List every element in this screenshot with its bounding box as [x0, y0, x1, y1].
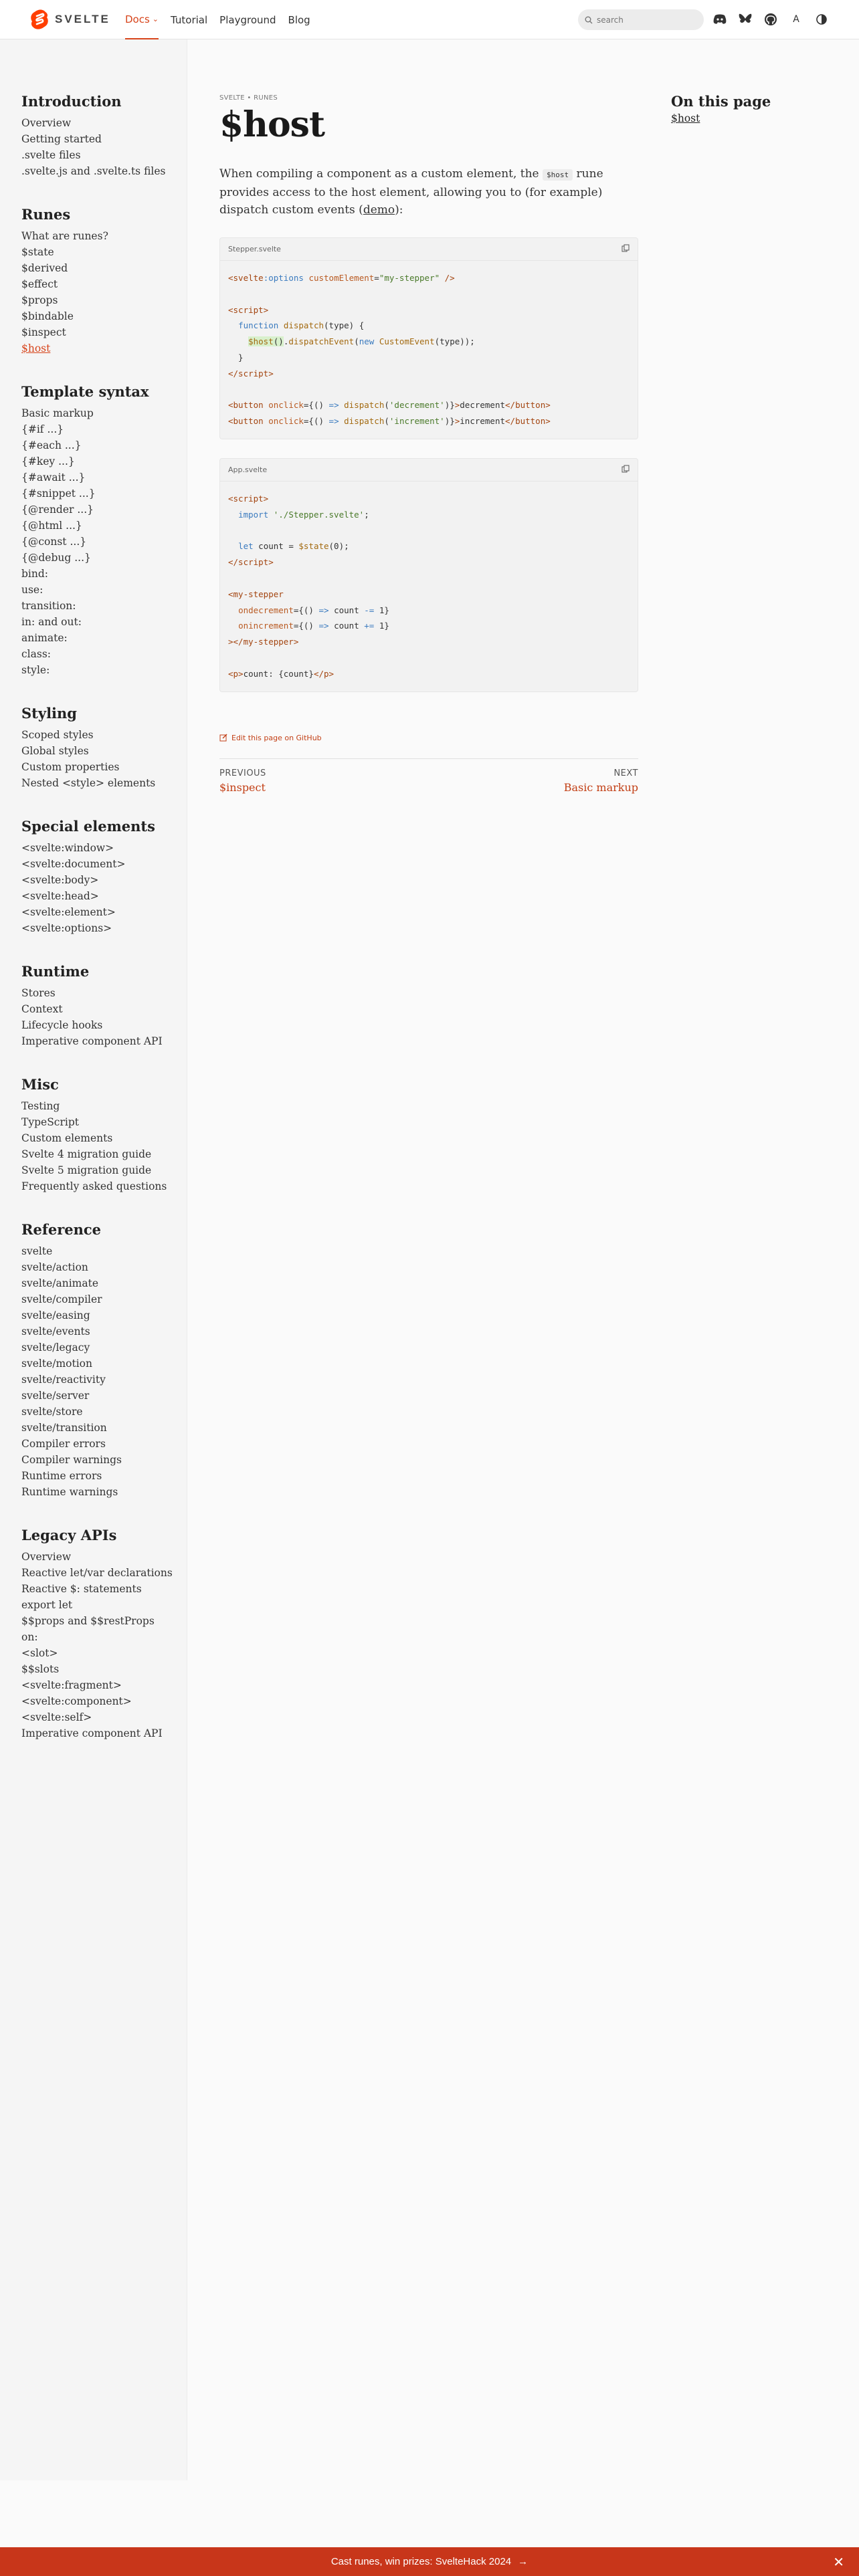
sidebar-item[interactable]: bind: — [21, 568, 49, 580]
sidebar-item[interactable]: Frequently asked questions — [21, 1180, 167, 1192]
edit-icon — [219, 734, 227, 742]
intro-text: When compiling a component as a custom element, the — [219, 167, 543, 181]
sidebar-section — [21, 1076, 187, 1194]
sidebar-item[interactable]: Imperative component API — [21, 1035, 163, 1047]
text-size-icon[interactable]: A — [793, 14, 799, 25]
sidebar-section — [21, 206, 187, 356]
sidebar-item[interactable]: Runtime errors — [21, 1470, 102, 1482]
sidebar-item[interactable]: $$slots — [21, 1663, 60, 1675]
sidebar-item[interactable]: TypeScript — [21, 1116, 80, 1128]
sidebar-item[interactable]: <svelte:fragment> — [21, 1679, 122, 1691]
header-icons — [712, 11, 830, 27]
sidebar-item[interactable]: svelte/store — [21, 1406, 83, 1418]
sidebar-item[interactable]: Reactive let/var declarations — [21, 1567, 173, 1579]
sidebar-item[interactable]: <svelte:body> — [21, 874, 99, 886]
sidebar-item[interactable]: $$props and $$restProps — [21, 1615, 155, 1627]
sidebar-section-title: Introduction — [21, 93, 122, 110]
sidebar-item[interactable]: $derived — [21, 262, 68, 274]
search-icon — [585, 16, 593, 24]
sidebar-item[interactable]: svelte/motion — [21, 1358, 92, 1370]
main-content — [219, 39, 638, 794]
sidebar-item[interactable]: <svelte:head> — [21, 890, 99, 902]
sidebar-item[interactable]: {@html ...} — [21, 520, 82, 532]
code-block-stepper — [219, 237, 638, 439]
next-page-link[interactable] — [564, 768, 638, 794]
on-this-page — [671, 93, 771, 124]
sidebar-item[interactable]: <svelte:element> — [21, 906, 116, 918]
sidebar-item[interactable]: in: and out: — [21, 616, 82, 628]
nav-blog[interactable]: Blog — [288, 13, 310, 26]
sidebar-item[interactable]: Context — [21, 1003, 63, 1015]
toc-item[interactable]: $host — [671, 112, 700, 124]
sidebar-section — [21, 1527, 187, 1741]
sidebar-item[interactable]: svelte/reactivity — [21, 1374, 106, 1386]
banner-text: Cast runes, win prizes: SvelteHack 2024 — [330, 2556, 512, 2567]
sidebar-item[interactable]: {@render ...} — [21, 504, 94, 516]
sidebar-item[interactable]: svelte/compiler — [21, 1293, 102, 1305]
toc-title: On this page — [671, 93, 771, 110]
sidebar-item[interactable]: Reactive $: statements — [21, 1583, 142, 1595]
sidebar-section — [21, 818, 187, 936]
sidebar-item[interactable]: Overview — [21, 117, 72, 129]
sidebar-item[interactable]: <svelte:component> — [21, 1695, 132, 1707]
sidebar-item[interactable]: Compiler warnings — [21, 1454, 122, 1466]
sidebar-item[interactable]: Getting started — [21, 133, 102, 145]
promo-banner[interactable] — [0, 2547, 859, 2576]
intro-text-cont: rune provides access to the host element, allowing you to (for example) dispatch custom events ( — [219, 167, 603, 217]
docs-sidebar — [0, 39, 187, 2480]
sidebar-item[interactable]: <svelte:window> — [21, 842, 114, 854]
sidebar-item[interactable]: Testing — [21, 1100, 60, 1112]
discord-icon[interactable] — [712, 11, 728, 27]
sidebar-item[interactable]: $state — [21, 246, 54, 258]
sidebar-section-title: Legacy APIs — [21, 1527, 117, 1543]
sidebar-item[interactable]: {@debug ...} — [21, 552, 91, 564]
sidebar-section-title: Reference — [21, 1221, 102, 1238]
sidebar-item[interactable]: Svelte 5 migration guide — [21, 1164, 152, 1176]
sidebar-item[interactable]: Basic markup — [21, 407, 94, 419]
sidebar-item[interactable]: svelte/transition — [21, 1422, 107, 1434]
sidebar-item[interactable]: style: — [21, 664, 50, 676]
intro-paragraph — [219, 165, 638, 219]
sidebar-item[interactable]: Scoped styles — [21, 729, 94, 741]
page-pagination — [219, 758, 638, 794]
code-block-app — [219, 458, 638, 692]
sidebar-item[interactable]: Nested <style> elements — [21, 777, 156, 789]
sidebar-item[interactable]: {#snippet ...} — [21, 488, 96, 500]
sidebar-item[interactable]: {#await ...} — [21, 471, 86, 484]
sidebar-item[interactable]: Custom properties — [21, 761, 120, 773]
github-icon[interactable] — [763, 11, 779, 27]
code-header — [220, 238, 638, 261]
sidebar-section-title: Runtime — [21, 963, 90, 980]
sidebar-item[interactable]: svelte/events — [21, 1325, 90, 1337]
top-navbar — [0, 0, 859, 39]
sidebar-item[interactable]: .svelte files — [21, 149, 81, 161]
previous-title: $inspect — [219, 780, 266, 794]
sidebar-section — [21, 93, 187, 179]
nav-docs-label: Docs — [125, 13, 150, 25]
sidebar-item[interactable]: on: — [21, 1631, 38, 1643]
bluesky-icon[interactable] — [737, 11, 753, 27]
arrow-right-icon: → — [518, 2556, 529, 2567]
svelte-logo-icon — [31, 9, 48, 29]
nav-playground[interactable]: Playground — [219, 13, 276, 26]
nav-tutorial[interactable]: Tutorial — [171, 13, 208, 26]
sidebar-item[interactable]: class: — [21, 648, 52, 660]
sidebar-item[interactable]: svelte/action — [21, 1261, 88, 1273]
edit-label: Edit this page on GitHub — [231, 733, 322, 742]
sidebar-item[interactable]: Imperative component API — [21, 1727, 163, 1739]
sidebar-item[interactable]: {@const ...} — [21, 536, 87, 548]
sidebar-item[interactable]: use: — [21, 584, 43, 596]
inline-code: $host — [543, 169, 573, 181]
sidebar-item[interactable]: svelte — [21, 1245, 53, 1257]
sidebar-section — [21, 383, 187, 678]
sidebar-item[interactable]: <slot> — [21, 1647, 58, 1659]
breadcrumb: SVELTE • RUNES — [219, 94, 278, 102]
main-nav — [125, 0, 310, 39]
code-filename: App.svelte — [228, 465, 268, 474]
next-label: NEXT — [613, 768, 638, 778]
sidebar-item[interactable]: Svelte 4 migration guide — [21, 1148, 152, 1160]
sidebar-section-title: Misc — [21, 1076, 59, 1093]
code-body: <svelte:options customElement="my-stepper" /> <script> function dispatch(type) { $host().dispatchEvent(new CustomEvent(type)); } </script> <button onclick={() => dispatch('decrement')}>decrement</button> <button onclick={() => dispatch('increment')}>increment</button> — [228, 273, 551, 427]
sidebar-item[interactable]: {#key ...} — [21, 455, 75, 467]
sidebar-item[interactable]: Custom elements — [21, 1132, 113, 1144]
sidebar-section — [21, 705, 187, 791]
sidebar-item[interactable]: <svelte:options> — [21, 922, 112, 934]
sidebar-item[interactable]: <svelte:self> — [21, 1711, 92, 1723]
sidebar-item[interactable]: .svelte.js and .svelte.ts files — [21, 165, 166, 177]
sidebar-item[interactable]: $host — [21, 342, 51, 354]
previous-page-link[interactable] — [219, 768, 266, 794]
sidebar-item[interactable]: svelte/animate — [21, 1277, 98, 1289]
sidebar-section-title: Runes — [21, 206, 71, 223]
sidebar-item[interactable]: animate: — [21, 632, 68, 644]
search-placeholder: search — [597, 15, 624, 25]
sidebar-item[interactable]: $bindable — [21, 310, 74, 322]
sidebar-section — [21, 1221, 187, 1500]
page-title: $host — [219, 104, 324, 145]
sidebar-item[interactable]: Compiler errors — [21, 1438, 106, 1450]
sidebar-section-title: Special elements — [21, 818, 155, 835]
edit-on-github-link[interactable] — [219, 734, 638, 742]
sidebar-item[interactable]: What are runes? — [21, 230, 108, 242]
sidebar-item[interactable]: svelte/server — [21, 1390, 90, 1402]
sidebar-item[interactable]: export let — [21, 1599, 73, 1611]
sidebar-section-title: Template syntax — [21, 383, 149, 400]
sidebar-item[interactable]: transition: — [21, 600, 76, 612]
search-input[interactable] — [578, 9, 704, 30]
code-body: <script> import './Stepper.svelte'; let count = $state(0); </script> <my-stepper ondecrement={() => count -= 1} onincrement={() => count += 1} ></my-stepper> <p>count: {count}</p> — [228, 493, 389, 679]
chevron-down-icon: ⌄ — [152, 15, 159, 23]
sidebar-item[interactable]: {#each ...} — [21, 439, 82, 451]
sidebar-item[interactable]: Lifecycle hooks — [21, 1019, 103, 1031]
copy-icon[interactable] — [622, 244, 630, 254]
close-icon[interactable]: ✕ — [833, 2554, 844, 2570]
sidebar-item[interactable]: $effect — [21, 278, 58, 290]
sidebar-item[interactable]: $props — [21, 294, 58, 306]
nav-docs[interactable] — [125, 0, 159, 39]
svelte-logo[interactable] — [31, 9, 110, 29]
sidebar-item[interactable]: svelte/legacy — [21, 1341, 90, 1354]
code-header — [220, 459, 638, 481]
sidebar-item[interactable]: {#if ...} — [21, 423, 64, 435]
sidebar-item[interactable]: Overview — [21, 1551, 72, 1563]
brand-name: SVELTE — [55, 13, 110, 25]
sidebar-item[interactable]: $inspect — [21, 326, 66, 338]
sidebar-item[interactable]: Runtime warnings — [21, 1486, 118, 1498]
code-filename: Stepper.svelte — [228, 245, 281, 253]
demo-link[interactable]: demo — [363, 203, 395, 217]
sidebar-item[interactable]: Global styles — [21, 745, 89, 757]
sidebar-item[interactable]: Stores — [21, 987, 56, 999]
theme-toggle-icon[interactable] — [814, 11, 830, 27]
sidebar-section-title: Styling — [21, 705, 77, 722]
intro-end: ): — [395, 203, 403, 217]
sidebar-section — [21, 963, 187, 1049]
sidebar-item[interactable]: <svelte:document> — [21, 858, 126, 870]
copy-icon[interactable] — [622, 465, 630, 475]
next-title: Basic markup — [563, 780, 638, 794]
previous-label: PREVIOUS — [219, 768, 266, 778]
sidebar-item[interactable]: svelte/easing — [21, 1309, 90, 1321]
